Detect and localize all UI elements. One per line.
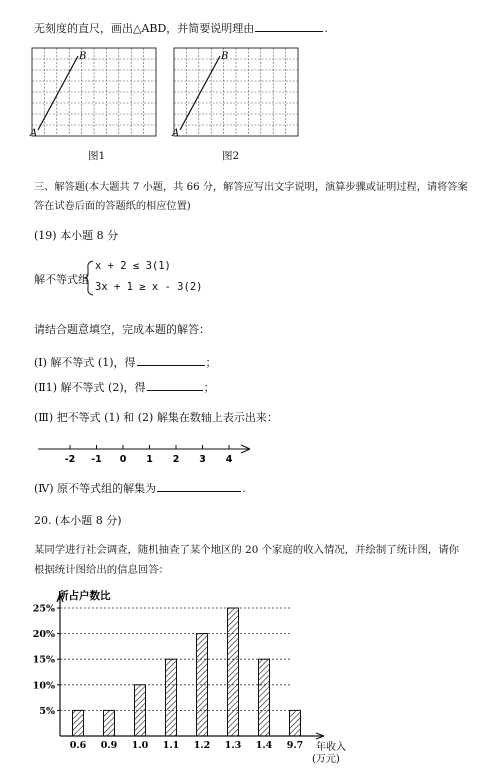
point-a-label: A [30,128,38,139]
y-tick-label: 25% [32,603,55,615]
y-tick-label: 15% [32,654,55,666]
segment-ab [38,56,78,130]
figure-1-caption: 图1 [88,150,106,162]
q19-header: (19) 本小题 8 分 [34,229,119,242]
part-1-blank [137,365,205,366]
top-instruction-end: . [324,22,328,35]
number-line-tick-label: -1 [91,454,102,465]
q19-instruction: 请结合题意填空，完成本题的解答： [34,323,210,336]
part-1-end: ； [205,356,217,369]
inequality-2: 3x + 1 ≥ x - 3(2) [95,281,203,293]
number-line-tick-label: 1 [146,454,153,465]
part-1-label: (Ⅰ) 解不等式 (1)，得 [34,356,136,369]
top-instruction-text: 无刻度的直尺，画出△ABD，并简要说明理由 [34,22,255,35]
part-2-end: ； [203,381,215,394]
y-tick-label: 5% [39,705,55,717]
number-line-tick-label: 3 [199,454,206,465]
x-tick-label: 0.6 [69,740,87,751]
bar [166,659,177,736]
y-axis-title: 所占户数比 [58,590,111,602]
figure-2-caption: 图2 [222,150,240,162]
figure-1-grid [28,44,160,140]
q20-header: 20. (本小题 8 分) [34,514,122,527]
q19-part-1 [34,354,217,370]
bar [228,608,239,736]
y-tick-label: 10% [32,680,55,692]
y-tick-label: 20% [32,629,55,641]
part-2-blank [147,390,203,391]
part-2-label: (Ⅱ1) 解不等式 (2)，得 [34,381,146,394]
x-tick-label: 1.3 [224,740,242,751]
point-a-label: A [172,128,180,139]
x-axis-unit: (万元) [312,754,340,765]
segment-ab [180,56,220,130]
section-3-line-2: 答在试卷后面的答题纸的相应位置) [34,201,191,212]
part-4-label: (Ⅳ) 原不等式组的解集为 [34,482,157,495]
q19-prompt: 解不等式组 [34,273,89,286]
q20-desc-2: 根据统计图给出的信息回答： [34,564,170,576]
x-tick-label: 1.0 [131,740,149,751]
x-tick-label: 1.2 [193,740,211,751]
bar [135,685,146,736]
inequality-1: x + 2 ≤ 3(1) [95,260,171,272]
q20-desc-1: 某同学进行社会调查，随机抽查了某个地区的 20 个家庭的收入情况，并绘制了统计图，请你 [34,544,460,556]
top-instruction-line [34,20,328,36]
number-line [36,440,276,470]
x-tick-label: 0.9 [100,740,118,751]
figure-2-grid [170,44,302,140]
number-line-tick-label: 0 [119,454,127,465]
x-tick-label: 1.4 [255,740,273,751]
number-line-tick-label: 4 [225,454,233,465]
income-bar-chart [30,586,350,776]
bar [104,710,115,736]
number-line-tick-label: 2 [172,454,180,465]
system-brace [82,260,96,296]
q19-part-4 [34,480,246,496]
number-line-tick-label: -2 [64,454,76,465]
bar [290,710,301,736]
part-4-end: . [242,482,246,495]
x-axis-title: 年收入 [316,742,346,753]
q19-part-3: (Ⅲ) 把不等式 (1) 和 (2) 解集在数轴上表示出来： [34,411,278,424]
bar [259,659,270,736]
x-tick-label: 9.7 [286,740,304,751]
x-tick-label: 1.1 [162,740,180,751]
q19-part-2 [34,379,215,395]
bar [73,710,84,736]
part-4-blank [157,491,241,492]
point-b-label: B [221,51,229,62]
answer-blank [255,31,323,32]
section-3-line-1: 三、解答题(本大题共 7 小题，共 66 分，解答应写出文字说明，演算步骤或证明过程，请将答案 [34,182,468,193]
point-b-label: B [79,51,87,62]
bar [197,634,208,736]
